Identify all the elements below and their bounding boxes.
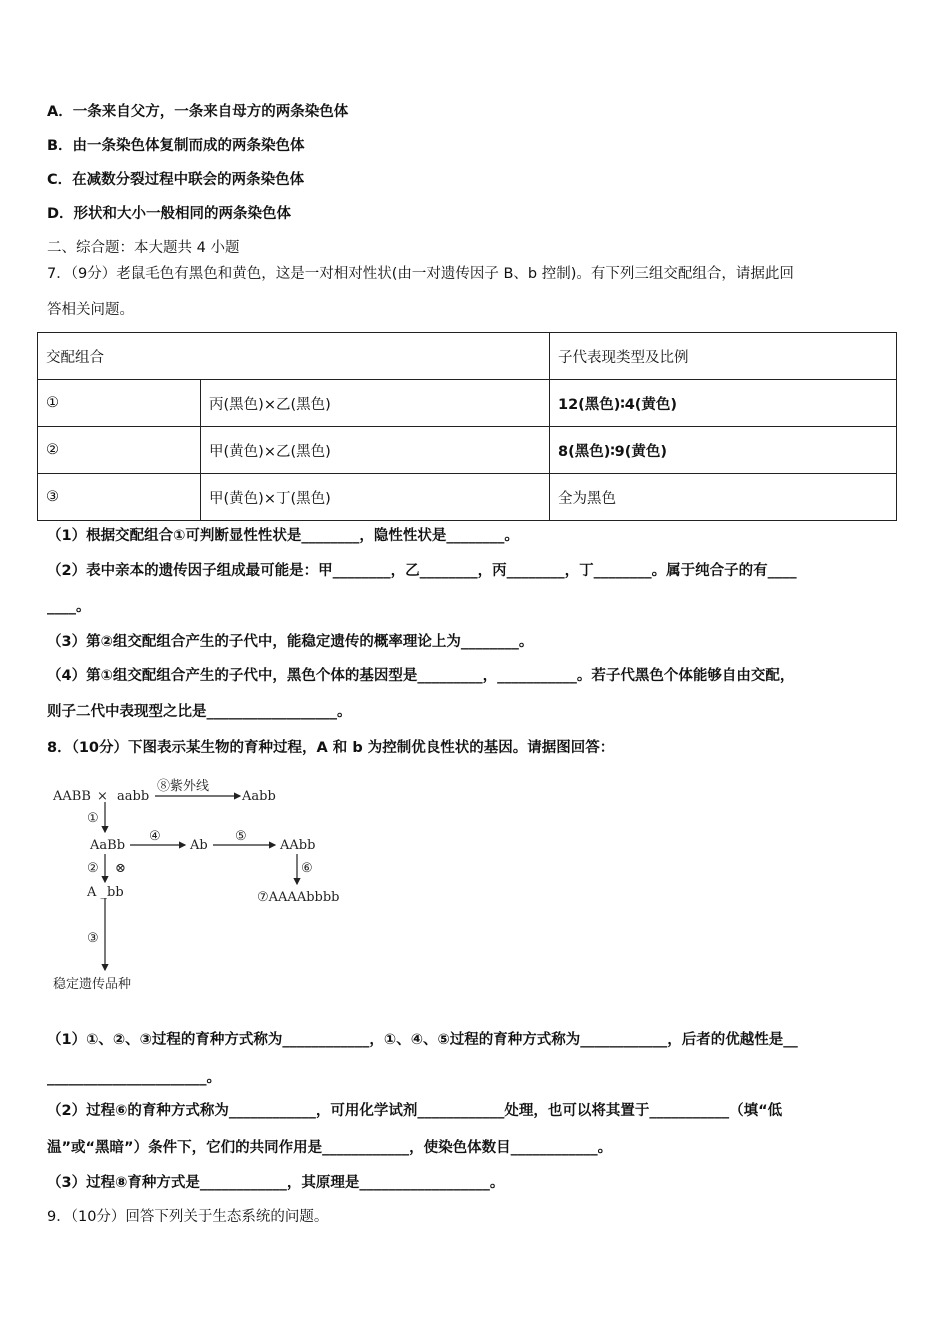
uv-label: ⑧紫外线 [157, 779, 210, 794]
cell: 甲(黄色)×丁(黑色) [201, 474, 550, 521]
q8-stem: 8．（10分）下图表示某生物的育种过程，A 和 b 为控制优良性状的基因。请据图回答： [47, 740, 615, 756]
cell: ② [38, 427, 201, 474]
q8-sub3: （3）过程⑧育种方式是____________，其原理是__________________。 [47, 1175, 505, 1191]
q7-sub2-cont: ____。 [47, 599, 91, 615]
table-row [38, 380, 897, 427]
q7-stem-cont: 答相关问题。 [47, 302, 134, 318]
cell: 12(黑色)∶4(黄色) [550, 380, 897, 427]
q8-sub2: （2）过程⑥的育种方式称为____________，可用化学试剂____________处理，也可以将其置于___________（填“低 [47, 1103, 783, 1119]
cell: ① [38, 380, 201, 427]
cross-symbol: × [97, 789, 108, 804]
parent-aabb-dom: AABB [53, 789, 91, 804]
cell: 丙(黑色)×乙(黑色) [201, 380, 550, 427]
step-4: ④ [149, 829, 161, 844]
step-6: ⑥ [301, 861, 313, 876]
f1-aabb: AaBb [90, 838, 126, 853]
q7-sub2: （2）表中亲本的遗传因子组成最可能是：甲________，乙________，丙________，丁________。属于纯合子的有____ [47, 563, 797, 579]
q9-stem: 9．（10分）回答下列关于生态系统的问题。 [47, 1209, 329, 1225]
q8-sub2-cont: 温”或“黑暗”）条件下，它们的共同作用是____________，使染色体数目____________。 [47, 1140, 613, 1156]
table-header-row [38, 333, 897, 380]
stable-variety: 稳定遗传品种 [53, 977, 132, 992]
f2-a-bb: A _bb [87, 885, 124, 900]
doubled-aabb: AAbb [280, 838, 316, 853]
tetraploid: ⑦AAAAbbbb [257, 890, 340, 905]
breeding-diagram [45, 770, 355, 1000]
q7-stem: 7．（9分）老鼠毛色有黑色和黄色，这是一对相对性状(由一对遗传因子 B、b 控制)。有下列三组交配组合，请据此回 [47, 266, 794, 282]
cell: 全为黑色 [550, 474, 897, 521]
q7-sub4-cont: 则子二代中表现型之比是__________________。 [47, 704, 352, 720]
parent-aabb-rec: aabb [117, 789, 150, 804]
table-row [38, 474, 897, 521]
table-row [38, 427, 897, 474]
option-b: B．由一条染色体复制而成的两条染色体 [47, 138, 305, 154]
q7-sub1: （1）根据交配组合①可判断显性性状是________，隐性性状是________。 [47, 528, 519, 544]
q8-sub1-cont: ______________________。 [47, 1070, 221, 1086]
step-3: ③ [87, 931, 99, 946]
haploid-ab: Ab [190, 838, 208, 853]
cell: 8(黑色)∶9(黄色) [550, 427, 897, 474]
step-5: ⑤ [235, 829, 247, 844]
option-a: A．一条来自父方，一条来自母方的两条染色体 [47, 104, 349, 120]
q7-sub3: （3）第②组交配组合产生的子代中，能稳定遗传的概率理论上为________。 [47, 634, 534, 650]
option-c: C．在减数分裂过程中联会的两条染色体 [47, 172, 305, 188]
cell: 甲(黄色)×乙(黑色) [201, 427, 550, 474]
mutant-aabb: Aabb [242, 789, 276, 804]
q8-sub1: （1）①、②、③过程的育种方式称为____________，①、④、⑤过程的育种方式称为____________，后者的优越性是__ [47, 1032, 798, 1048]
option-d: D．形状和大小一般相同的两条染色体 [47, 206, 292, 222]
section-title: 二、综合题：本大题共 4 小题 [47, 240, 240, 256]
step-2: ② [87, 861, 99, 876]
step-1: ① [87, 811, 99, 826]
cross-table [37, 332, 897, 521]
header-cross: 交配组合 [38, 333, 550, 380]
q7-sub4: （4）第①组交配组合产生的子代中，黑色个体的基因型是_________，___________。若子代黑色个体能够自由交配， [47, 668, 795, 684]
cell: ③ [38, 474, 201, 521]
header-offspring: 子代表现类型及比例 [550, 333, 897, 380]
selfing-symbol: ⊗ [115, 861, 126, 876]
